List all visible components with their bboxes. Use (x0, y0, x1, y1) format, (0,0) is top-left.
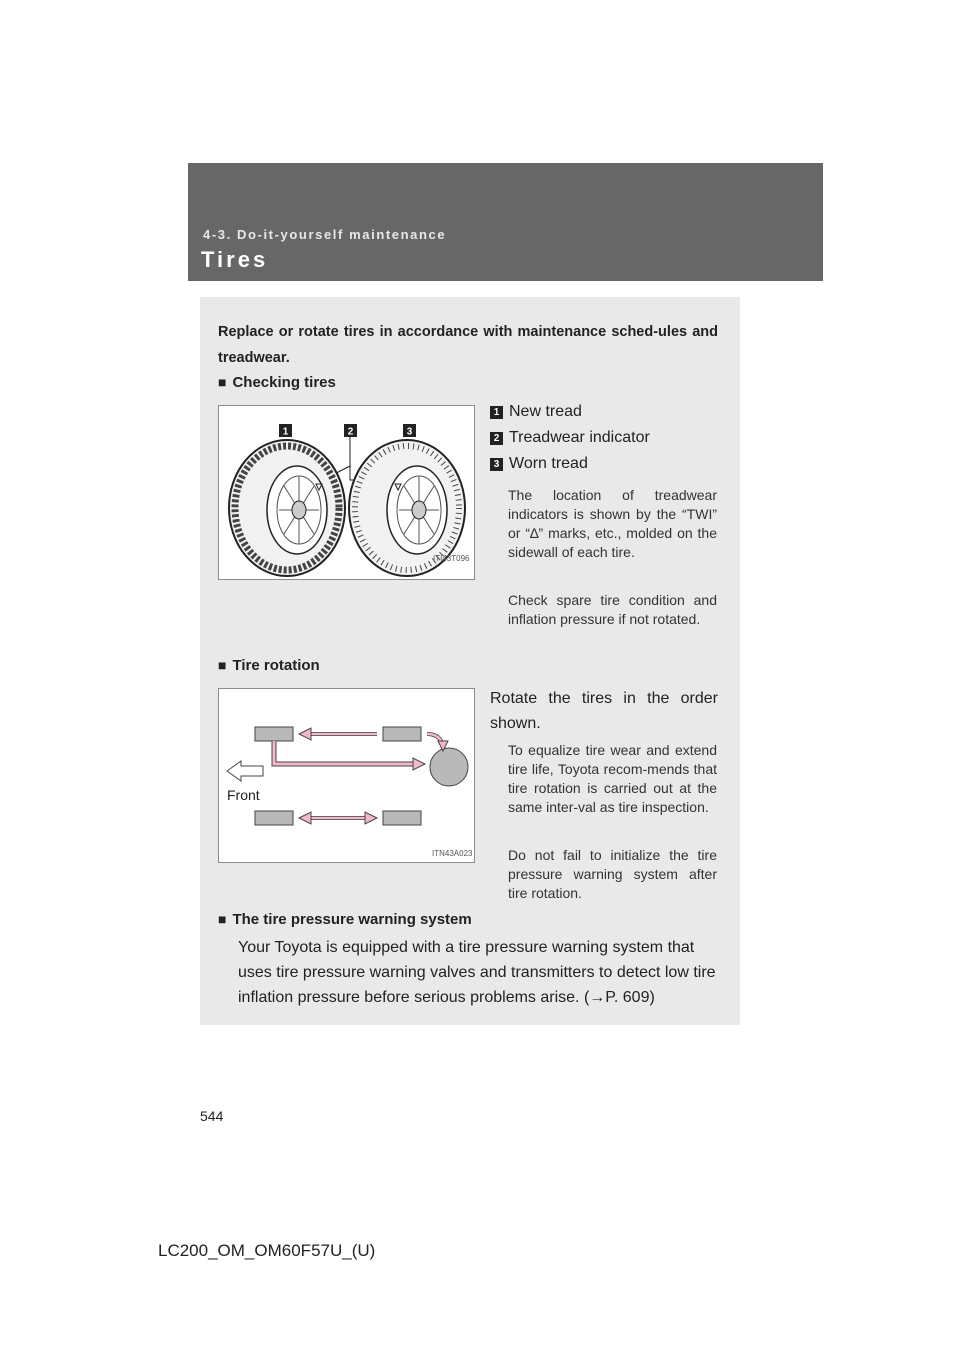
page-number: 544 (200, 1108, 224, 1124)
rotation-interval-note: To equalize tire wear and extend tire life, Toyota recom-mends that tire rotation is carried out at the same inter-val as tire inspection. (508, 742, 717, 815)
figure-code: ITN43A023 (432, 849, 473, 858)
front-left-tire-icon (255, 727, 293, 741)
section-label: 4-3. Do-it-yourself maintenance (203, 227, 447, 242)
number-3-icon: 3 (490, 458, 503, 471)
tpws-description: Your Toyota is equipped with a tire pressure warning system that uses tire pressure warning valves and transmitters to detect low tire inflation pressure before serious problems arise. (→P. 609) (238, 939, 716, 1006)
rear-right-tire-icon (383, 811, 421, 825)
spare-tire-note: Check spare tire condition and inflation pressure if not rotated. (508, 592, 717, 627)
rotation-arrow-middle-icon (274, 741, 425, 770)
svg-text:2: 2 (347, 426, 354, 438)
chapter-header (188, 163, 823, 281)
legend-item-worn-tread: 3 Worn tread (490, 455, 588, 473)
front-right-tire-icon (255, 811, 293, 825)
front-label: Front (227, 787, 260, 803)
treadwear-note: The location of treadwear indicators is shown by the “TWI” or “∆” marks, etc., molded on the sidewall of each tire. (508, 487, 717, 560)
tire-rotation-figure (218, 688, 475, 863)
front-direction-arrow-icon (227, 761, 263, 781)
square-bullet-icon: ■ (218, 911, 227, 927)
content-box (200, 297, 740, 1025)
document-code-footer: LC200_OM_OM60F57U_(U) (158, 1241, 376, 1260)
square-bullet-icon: ■ (218, 657, 227, 673)
rotation-arrow-top-icon (299, 728, 377, 740)
tpws-initialize-note: Do not fail to initialize the tire pressure warning system after tire rotation. (508, 847, 717, 901)
svg-text:1: 1 (282, 426, 289, 438)
rear-left-tire-icon (383, 727, 421, 741)
checking-tires-heading: ■ Checking tires (218, 374, 336, 391)
intro-text: Replace or rotate tires in accordance with maintenance sched-ules and treadwear. (218, 324, 718, 366)
figure-code: ITI43T096 (433, 554, 470, 563)
new-tread-tire-icon (229, 440, 345, 576)
svg-text:3: 3 (406, 426, 413, 438)
tire-rotation-heading: ■ Tire rotation (218, 657, 320, 674)
rotation-instruction: Rotate the tires in the order shown. (490, 690, 718, 732)
number-1-icon: 1 (490, 406, 503, 419)
page-title: Tires (201, 247, 269, 272)
spare-tire-icon (430, 748, 468, 786)
legend-item-new-tread: 1 New tread (490, 403, 582, 421)
legend-item-treadwear-indicator: 2 Treadwear indicator (490, 429, 650, 447)
square-bullet-icon: ■ (218, 374, 227, 390)
number-2-icon: 2 (490, 432, 503, 445)
tire-rotation-diagram (219, 689, 474, 862)
rotation-arrow-bottom-icon (299, 812, 377, 824)
tire-tread-figure (218, 405, 475, 580)
tpws-heading: ■ The tire pressure warning system (218, 911, 472, 928)
